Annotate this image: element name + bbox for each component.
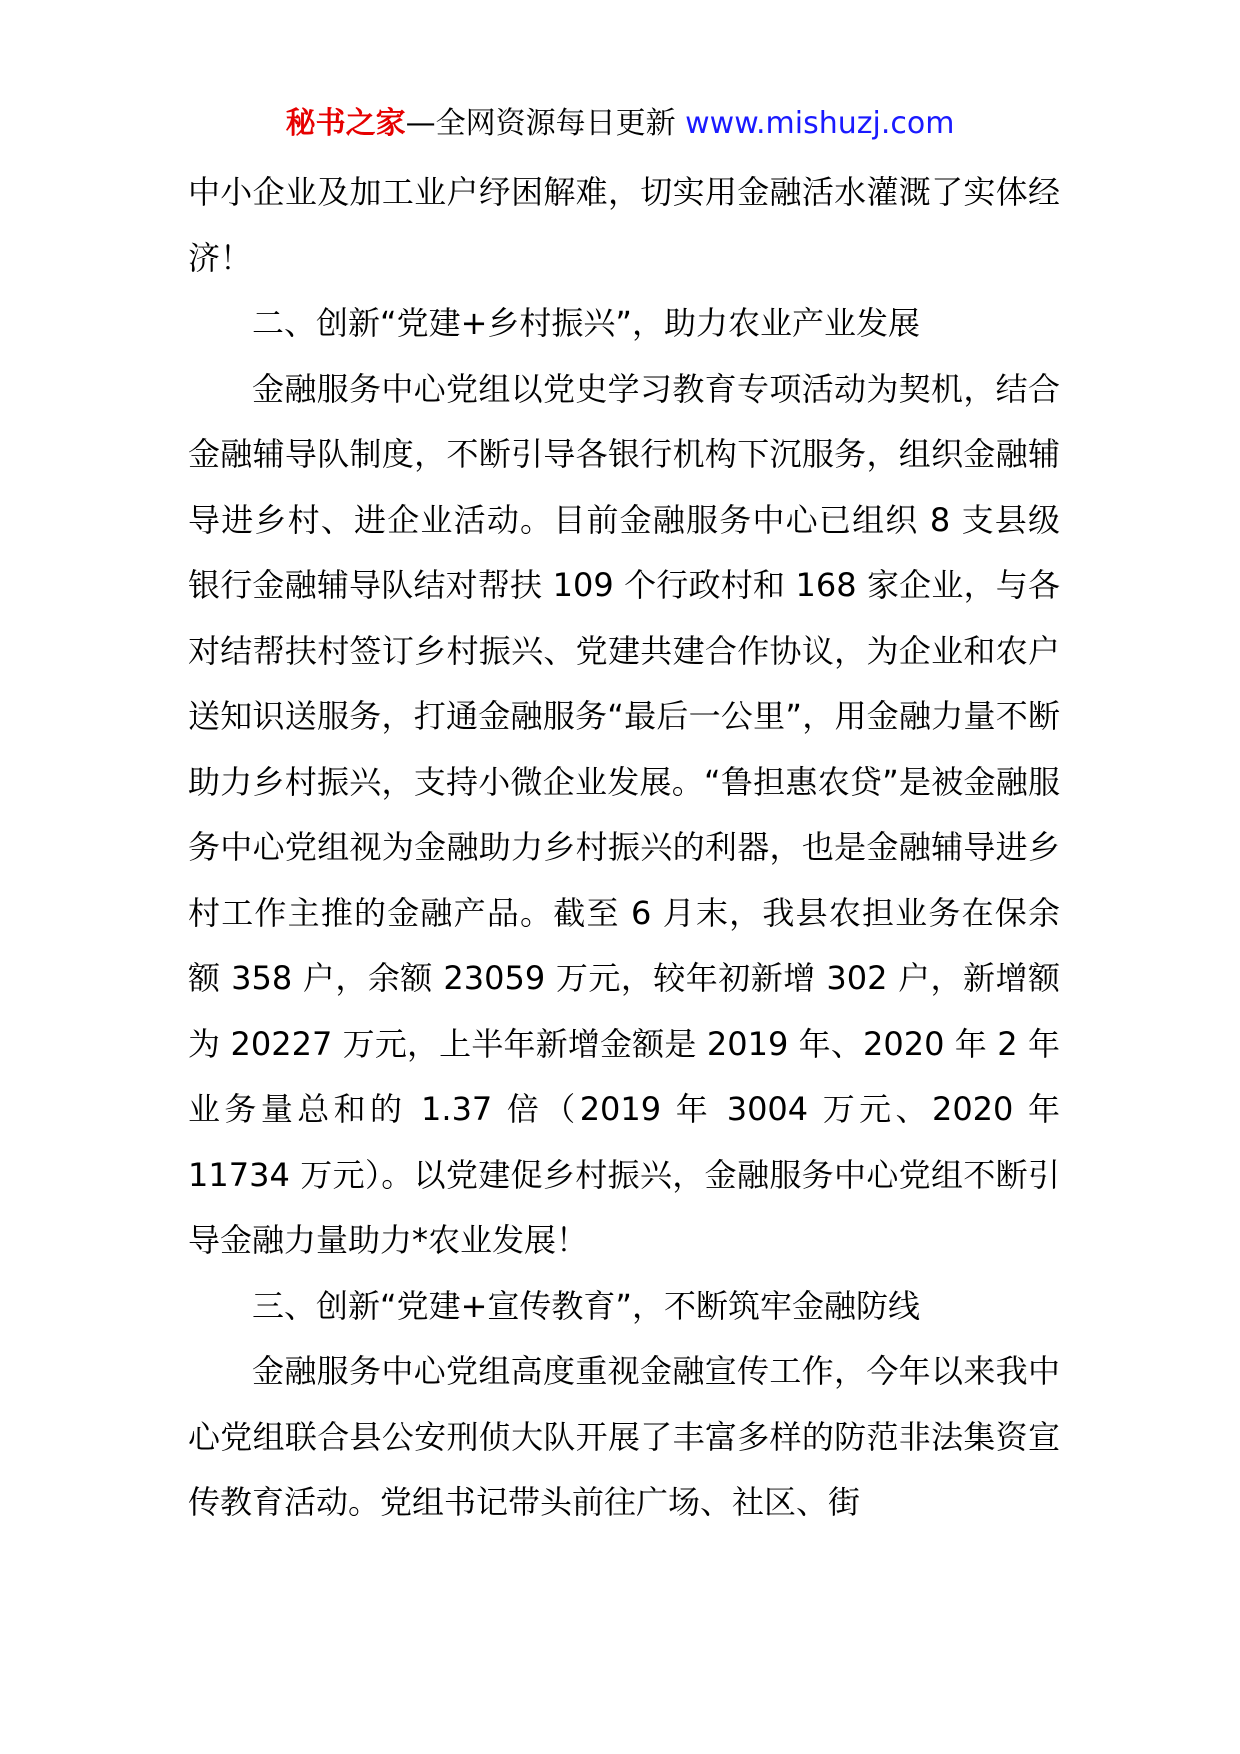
header-slogan: —全网资源每日更新 (405, 106, 686, 141)
paragraph-rural-revitalization: 金融服务中心党组以党史学习教育专项活动为契机，结合金融辅导队制度，不断引导各银行机构下沉服务，组织金融辅导进乡村、进企业活动。目前金融服务中心已组织 8 支县级银行金融辅导队结对帮扶 109 个行政村和 168 家企业，与各对结帮扶村签订乡村振兴、党建共建合作协议，为企业和农户送知识送服务，打通金融服务“最后一公里”，用金融力量不断助力乡村振兴，支持小微企业发展。“鲁担惠农贷”是被金融服务中心党组视为金融助力乡村振兴的利器，也是金融辅导进乡村工作主推的金融产品。截至 6 月末，我县农担业务在保余额 358 户，余额 23059 万元，较年初新增 302 户，新增额为 20227 万元，上半年新增金额是 2019 年、2020 年 2 年业务量总和的 1.37 倍（2019 年 3004 万元、2020 年 11734 万元）。以党建促乡村振兴，金融服务中心党组不断引导金融力量助力*农业发展！ (188, 369, 1060, 1259)
document-body (188, 160, 1060, 1536)
section-heading-rural-revitalization: 二、创新“党建+乡村振兴”，助力农业产业发展 (252, 304, 920, 342)
brand-name: 秘书之家 (285, 106, 406, 141)
site-url-link[interactable]: www.mishuzj.com (685, 106, 955, 141)
site-header (0, 100, 1240, 148)
paragraph-continuation: 中小企业及加工业户纾困解难，切实用金融活水灌溉了实体经济！ (188, 173, 1060, 277)
paragraph-publicity-education: 金融服务中心党组高度重视金融宣传工作，今年以来我中心党组联合县公安刑侦大队开展了丰富多样的防范非法集资宣传教育活动。党组书记带头前往广场、社区、街 (188, 1352, 1060, 1521)
section-heading-publicity-education: 三、创新“党建+宣传教育”，不断筑牢金融防线 (252, 1286, 920, 1325)
